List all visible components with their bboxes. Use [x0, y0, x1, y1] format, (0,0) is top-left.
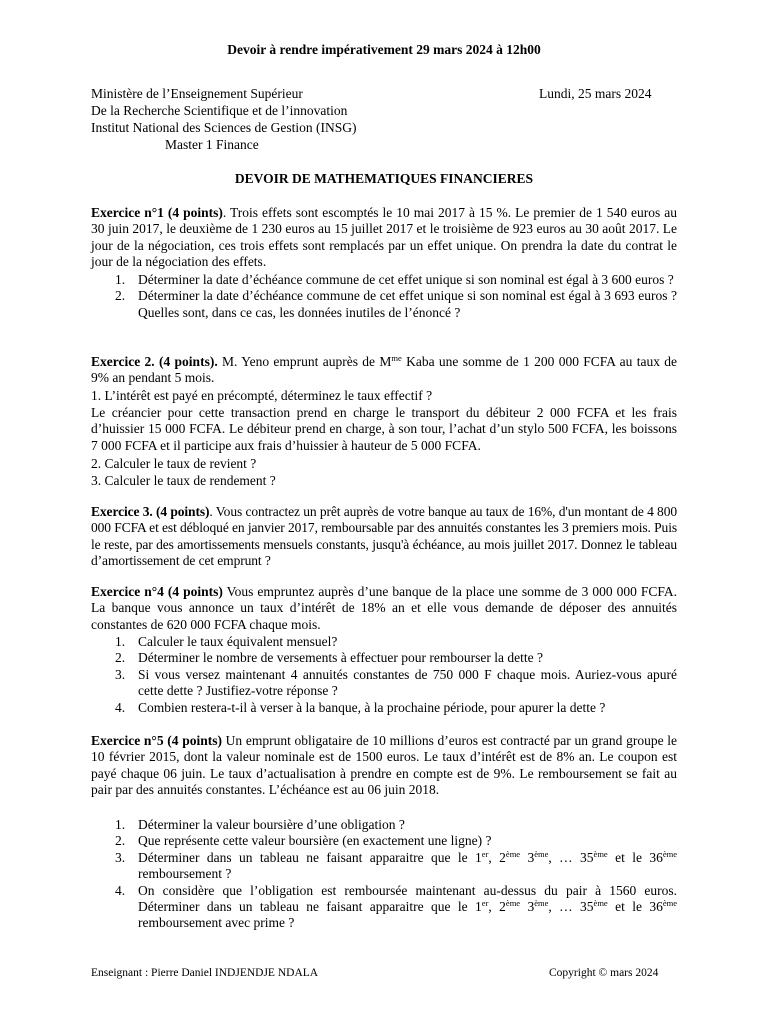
document-date: Lundi, 25 mars 2024: [539, 86, 652, 101]
exercise-2-statement: Exercice 2. (4 points). M. Yeno emprunt auprès de $M^{me}$ Kaba une somme de 1 200 000 FCFA au taux de 9% an pendant 5 mois.: [91, 353, 678, 386]
institute-name: Institut National des Sciences de Gestion (INSG): [91, 120, 357, 135]
ministry-line: Ministère de l’Enseignement Supérieur: [91, 86, 303, 101]
exercise-3-heading: Exercice 3. (4 points): [91, 504, 210, 519]
list-item: 2. Déterminer le nombre de versements à effectuer pour rembourser la dette ?: [115, 650, 543, 666]
exercise-4-questions: [91, 634, 677, 716]
footer-teacher: Enseignant : Pierre Daniel INDJENDJE NDALA: [91, 967, 319, 979]
exercise-1-text: . Trois effets sont escomptés le 10 mai 2017 à 15 %. Le premier de 1 540 euros au 30 juin 2017, le deuxième de 1 230 euros au 15 juillet 2017 et le troisième de 923 euros au 30 août 2017. Le jour de la négociation, ces trois effets sont remplacés par un effet unique. On prendra la date du contrat le jour de la négociation des effets.: [91, 205, 678, 270]
exercise-4-heading: Exercice n°4 (4 points): [91, 584, 223, 599]
exercise-1-heading: Exercice n°1 (4 points): [91, 205, 223, 220]
list-item: 1. Déterminer la date d’échéance commune de cet effet unique si son nominal est égal à 3 600 euros ?: [115, 272, 674, 287]
assignment-title: DEVOIR DE MATHEMATIQUES FINANCIERES: [234, 171, 534, 186]
list-item: 1. Calculer le taux équivalent mensuel?: [115, 634, 338, 649]
deadline-notice: Devoir à rendre impérativement 29 mars 2024 à 12h00: [227, 42, 541, 57]
list-item: 4. Combien restera-t-il à verser à la banque, à la prochaine période, pour apurer la dette ?: [115, 699, 606, 715]
list-item: 3. Déterminer dans un tableau ne faisant apparaitre que le 1er, 2ème 3ème, … 35ème et le 36ème remboursement ?: [115, 848, 678, 882]
exercise-1-statement: [91, 205, 677, 271]
list-item: 3. Si vous versez maintenant 4 annuités constantes de 750 000 F chaque mois. Auriez-vous apuré cette dette ? Justifiez-votre réponse ?: [115, 666, 677, 699]
list-item: 1. Déterminer la valeur boursière d’une obligation ?: [115, 817, 405, 832]
list-item: 4. On considère que l’obligation est remboursée maintenant au-dessus du pair à 1560 euros. Déterminer dans un tableau ne faisant apparaitre que le 1er, 2ème 3ème, … 35ème et le 36ème remboursement avec prime ?: [115, 882, 678, 931]
ministry-line-2: De la Recherche Scientifique et de l’innovation: [91, 103, 348, 118]
program-name: Master 1 Finance: [165, 137, 259, 152]
exercise-5-questions: [91, 817, 677, 932]
footer-copyright: Copyright © mars 2024: [549, 967, 659, 979]
exercise-1-questions: [91, 272, 677, 321]
exercise-3-statement: Exercice 3. (4 points). Vous contractez un prêt auprès de votre banque au taux de 16%, d'un montant de 4 800 000 FCFA et est débloqué en janvier 2017, remboursable par des annuités constantes les 3 premiers mois. Puis le reste, par des amortissements mensuels constants, jusqu'à échéance, au mois juillet 2017. Donnez le tableau d’amortissement de cet emprunt ?: [91, 504, 678, 569]
exercise-2-heading: Exercice 2. (4 points).: [91, 354, 218, 369]
exercise-2-question-3: 3. Calculer le taux de rendement ?: [91, 473, 276, 488]
exercise-2-question-1: 1. L’intérêt est payé en précompté, déterminez le taux effectif ?: [91, 388, 433, 403]
exercise-4-statement: Exercice n°4 (4 points) Vous empruntez auprès d’une banque de la place une somme de 3 000 000 FCFA. La banque vous annonce un taux d’intérêt de 18% an et elle vous demande de déposer des annuités constantes de 620 000 FCFA chaque mois.: [91, 584, 678, 632]
list-item: 2. Déterminer la date d’échéance commune de cet effet unique si son nominal est égal à 3 693 euros ? Quelles sont, dans ce cas, les données inutiles de l’énoncé ?: [115, 288, 677, 320]
list-item: 2. Que représente cette valeur boursière (en exactement une ligne) ?: [115, 833, 492, 849]
exercise-5-heading: Exercice n°5 (4 points): [91, 733, 222, 748]
exercise-5-statement: Exercice n°5 (4 points) Un emprunt obligataire de 10 millions d’euros est contracté par un grand groupe le 10 février 2015, dont la valeur nominale est de 1500 euros. Le taux d’intérêt est de 8% an. Le coupon est payé chaque 06 juin. Le taux d’actualisation à prendre en compte est de 9%. Le remboursement se fait au pair par des annuités constantes. L’échéance est au 06 juin 2018.: [91, 733, 677, 798]
exercise-2-paragraph: Le créancier pour cette transaction prend en charge le transport du débiteur 2 000 FCFA et les frais d’huissier 15 000 FCFA. Le débiteur prend en charge, à son tour, l’achat d’un stylo 500 FCFA, les boissons 7 000 FCFA et il participe aux frais d’huissier à hauteur de 5 000 FCFA.: [91, 405, 677, 453]
exercise-2-question-2: 2. Calculer le taux de revient ?: [91, 456, 257, 471]
